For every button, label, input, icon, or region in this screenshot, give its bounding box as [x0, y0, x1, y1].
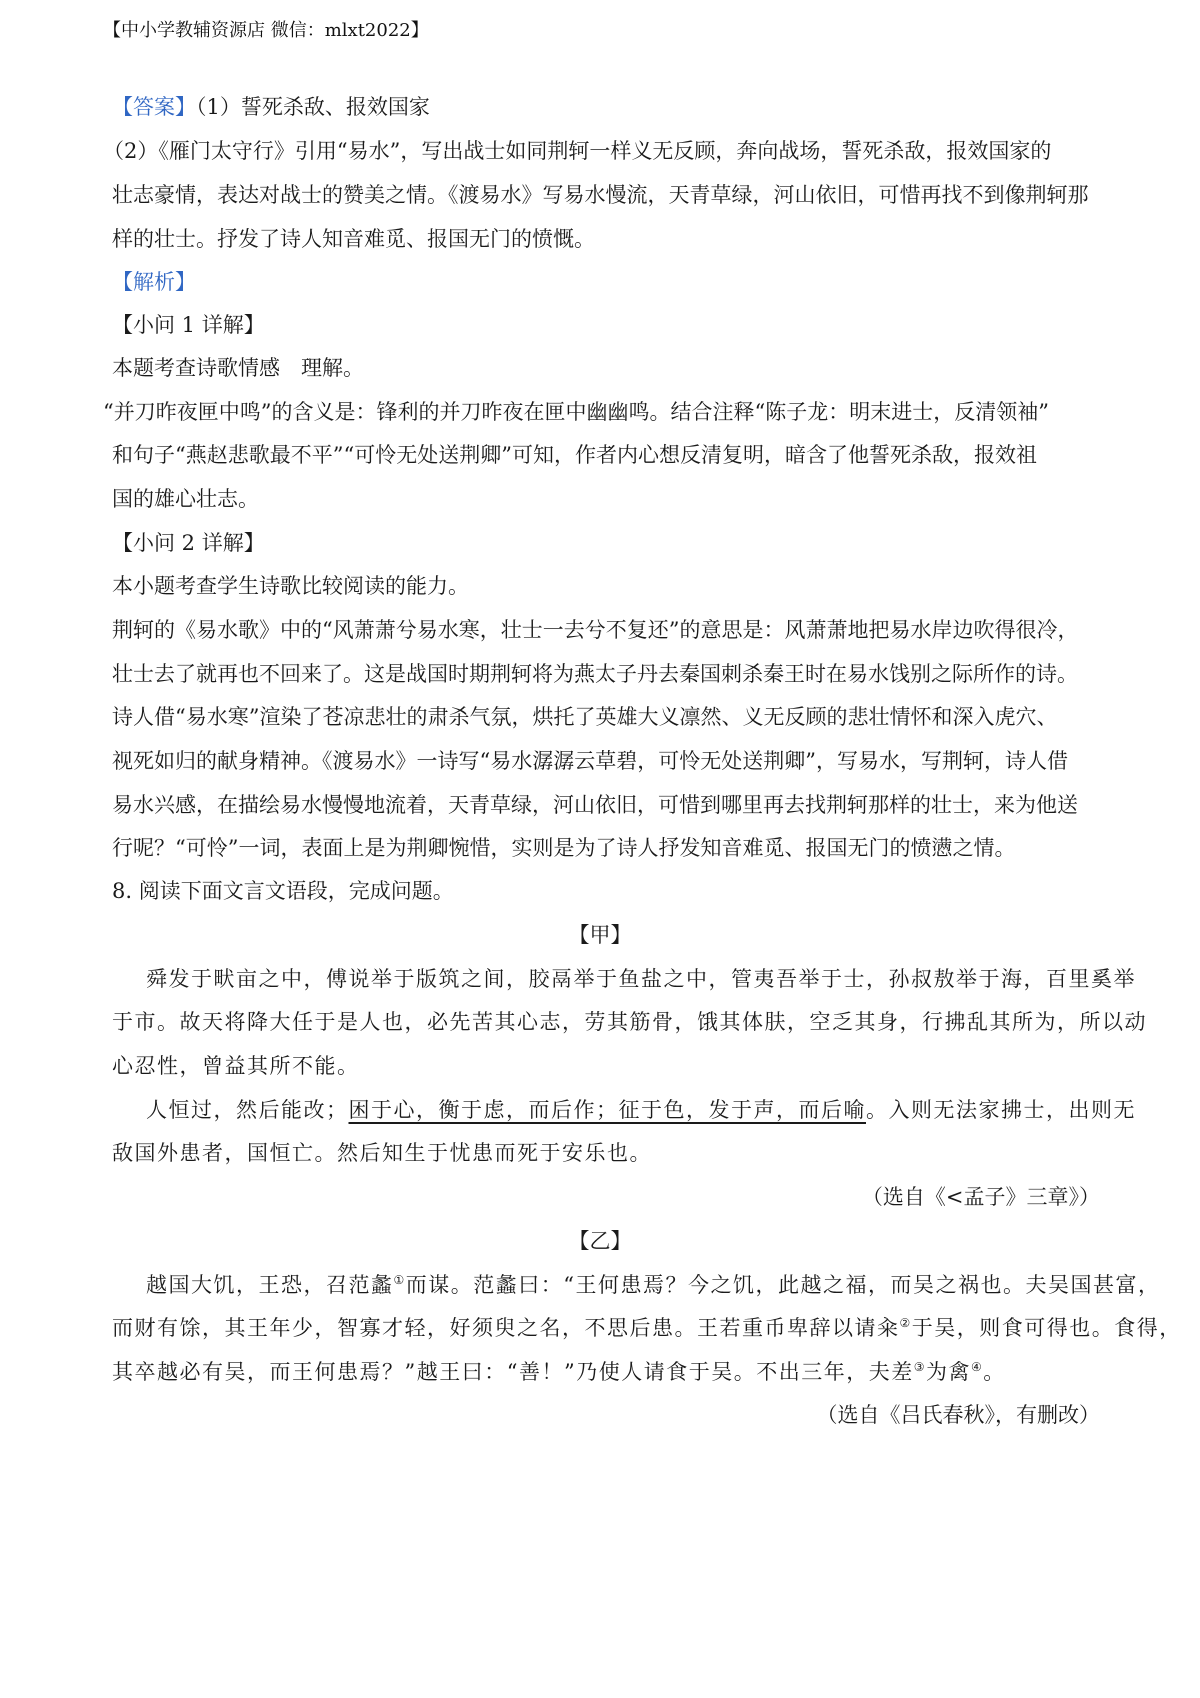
yi-line-2: [112, 1313, 1182, 1343]
footnote-marker-4: ④: [970, 1360, 984, 1374]
q1-line-2: “并刀昨夜匣中鸣”的含义是：锋利的并刀昨夜在匣中幽幽鸣。结合注释“陈子龙：明末进士，反清领袖”: [103, 400, 1049, 424]
footnote-marker-1: ①: [393, 1273, 406, 1287]
jia-p1-line-1: 舜发于畎亩之中，傅说举于版筑之间，胶鬲举于鱼盐之中，管夷吾举于士，孙叔敖举于海，百里奚举: [146, 967, 1136, 991]
q2-line-7: 行呢？“可怜”一词，表面上是为荆卿惋惜，实则是为了诗人抒发知音难觅、报国无门的愤懑之情。: [112, 836, 1016, 860]
answer-part2-line-3: 样的壮士。抒发了诗人知音难觅、报国无门的愤慨。: [112, 227, 595, 251]
jia-p2-post: 。入则无法家拂士，出则无: [866, 1098, 1136, 1122]
yi-line-2-text-a: 而财有馀，其王年少，智寡才轻，好须臾之名，不思后患。王若重币卑辞以请籴: [112, 1316, 900, 1340]
yi-line-1-text-a: 越国大饥，王恐，召范蠡: [146, 1273, 394, 1297]
yi-line-3-text-b: 为禽: [925, 1360, 971, 1384]
q1-line-4: 国的雄心壮志。: [112, 487, 259, 511]
answer-part2-line-1: （2）《雁门太守行》引用“易水”，写出战士如同荆轲一样义无反顾，奔向战场，誓死杀敌，报效国家的: [103, 139, 1052, 163]
yi-line-3-text-a: 其卒越必有吴，而王何患焉？”越王曰：“善！”乃使人请食于吴。不出三年，夫差: [112, 1360, 914, 1384]
answer-part2-line-2: 壮志豪情，表达对战士的赞美之情。《渡易水》写易水慢流，天青草绿，河山依旧，可惜再找不到像荆轲那: [112, 183, 1089, 207]
jia-source: （选自《<孟子》三章》）: [861, 1185, 1100, 1209]
answer-part1: （1）誓死杀敌、报效国家: [196, 95, 430, 119]
analysis-label: 【解析】: [112, 270, 196, 294]
yi-line-2-text-b: 于吴，则食可得也。食得，: [911, 1316, 1182, 1340]
question-8-stem: 8. 阅读下面文言文语段，完成问题。: [112, 879, 454, 903]
jia-p2-underlined-sentence: 困于心，衡于虑，而后作；征于色，发于声，而后喻: [348, 1098, 866, 1122]
yi-line-3-text-c: 。: [983, 1360, 1006, 1384]
answer-part1-line: [112, 92, 1100, 122]
passage-jia-title: 【甲】: [568, 923, 632, 947]
page-header: 【中小学教辅资源店 微信：mlxt2022】: [103, 20, 429, 41]
jia-p2-line-2: 敌国外患者，国恒亡。然后知生于忧患而死于安乐也。: [112, 1141, 652, 1165]
q2-line-4: 诗人借“易水寒”渲染了苍凉悲壮的肃杀气氛，烘托了英雄大义凛然、义无反顾的悲壮情怀和深入虎穴、: [112, 705, 1058, 729]
yi-line-1-text-b: 而谋。范蠡曰：“王何患焉？今之饥，此越之福，而吴之祸也。夫吴国甚富，: [405, 1273, 1161, 1297]
q1-line-3: 和句子“燕赵悲歌最不平”“可怜无处送荆卿”可知，作者内心想反清复明，暗含了他誓死杀敌，报效祖: [112, 443, 1037, 467]
yi-line-1: [146, 1270, 1161, 1300]
jia-p2-pre: 人恒过，然后能改；: [146, 1098, 349, 1122]
yi-line-3: [112, 1357, 1100, 1387]
q1-line-1: 本题考查诗歌情感 理解。: [112, 356, 364, 380]
yi-source: （选自《吕氏春秋》，有删改）: [816, 1403, 1100, 1427]
jia-p1-line-2: 于市。故天将降大任于是人也，必先苦其心志，劳其筋骨，饿其体肤，空乏其身，行拂乱其所为，所以动: [112, 1010, 1147, 1034]
q2-line-2: 荆轲的《易水歌》中的“风萧萧兮易水寒，壮士一去兮不复还”的意思是：风萧萧地把易水岸边吹得很冷，: [112, 618, 1079, 642]
q1-title: 【小问 1 详解】: [112, 313, 265, 337]
q2-line-6: 易水兴感，在描绘易水慢慢地流着，天青草绿，河山依旧，可惜到哪里再去找荆轲那样的壮士，来为他送: [112, 793, 1078, 817]
footnote-marker-3: ③: [913, 1360, 926, 1374]
q2-line-5: 视死如归的献身精神。《渡易水》一诗写“易水潺潺云草碧，可怜无处送荆卿”，写易水，写荆轲，诗人借: [112, 749, 1068, 773]
jia-p1-line-3: 心忍性，曾益其所不能。: [112, 1054, 360, 1078]
q2-line-3: 壮士去了就再也不回来了。这是战国时期荆轲将为燕太子丹去秦国刺杀秦王时在易水饯别之际所作的诗。: [112, 662, 1078, 686]
footnote-marker-2: ②: [899, 1316, 912, 1330]
passage-yi-title: 【乙】: [568, 1229, 632, 1253]
answer-label: 【答案】: [112, 95, 196, 119]
jia-p2-line-1: [146, 1095, 1136, 1125]
q2-line-1: 本小题考查学生诗歌比较阅读的能力。: [112, 574, 469, 598]
q2-title: 【小问 2 详解】: [112, 531, 265, 555]
